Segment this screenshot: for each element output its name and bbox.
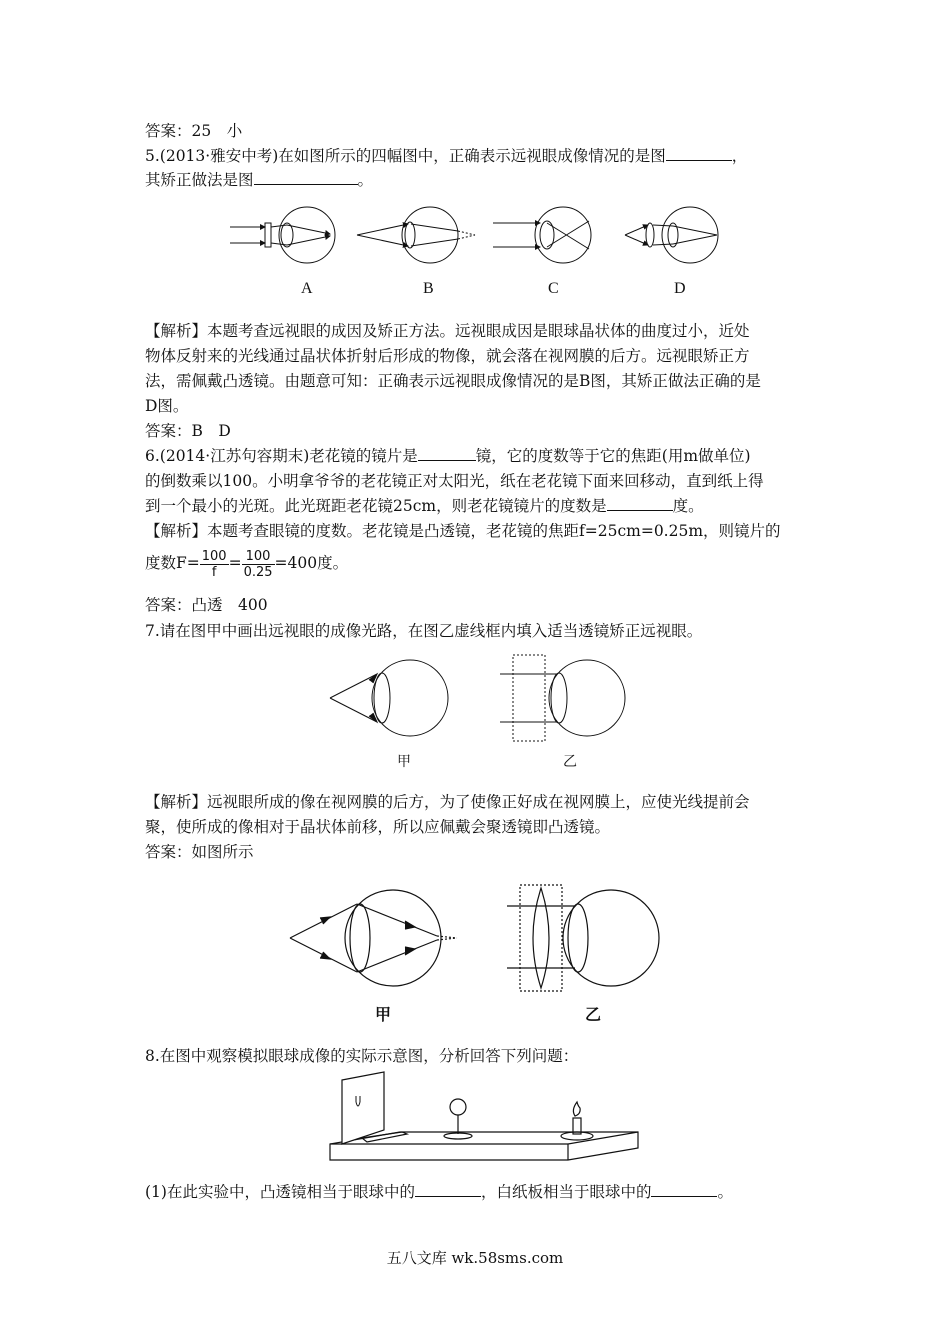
q6-analysis-1: 【解析】本题考查眼镜的度数。老花镜是凸透镜，老花镜的焦距f=25cm=0.25m，则镜片的 [145,522,781,540]
q7-answer-diagrams [285,880,665,1030]
q6-blank-2 [607,496,673,511]
q5-blank-1 [666,146,732,161]
q7-label-jia: 甲 [397,755,411,770]
q7-label-yi: 乙 [563,755,577,770]
q5-text-2-end: 。 [357,171,374,189]
frac2-denominator: 0.25 [243,564,273,580]
q6-blank-1 [418,446,476,461]
fig-label-c: C [548,280,559,297]
eye-d-diagram [625,207,718,263]
q6-equals: = [228,554,242,572]
q5-analysis-line-4: D图。 [145,397,189,415]
page-footer: 五八文库 wk.58sms.com [386,1249,564,1267]
q6-formula-prefix: 度数F= [145,554,200,572]
q6-text-3: 到一个最小的光斑。此光斑距老花镜25cm，则老花镜镜片的度数是 [145,497,607,515]
q6-answer: 答案：凸透 400 [145,596,268,614]
q6-text-1a: 6.(2014·江苏句容期末)老花镜的镜片是 [145,447,418,465]
q7-analysis-line-2: 聚，使所成的像相对于晶状体前移，所以应佩戴会聚透镜即凸透镜。 [145,818,611,836]
q5-eye-diagrams [225,205,735,300]
frac1-numerator: 100 [201,548,227,564]
q5-analysis-line-1: 【解析】本题考查远视眼的成因及矫正方法。远视眼成因是眼球晶状体的曲度过小，近处 [145,322,750,340]
q5-answer: 答案：B D [145,422,231,440]
q8-sub1-end: 。 [717,1183,733,1201]
q8-sub1-text-a: (1)在此实验中，凸透镜相当于眼球中的 [145,1183,415,1201]
q8-blank-1 [415,1182,481,1197]
q6-text-3-end: 度。 [672,497,704,515]
q7-line1: 7.请在图甲中画出远视眼的成像光路，在图乙虚线框内填入适当透镜矫正远视眼。 [145,622,703,640]
q5-line2 [145,169,373,191]
q5-text: 5.(2013·雅安中考)在如图所示的四幅图中，正确表示远视眼成像情况的是图 [145,147,666,165]
frac2-numerator: 100 [242,549,275,565]
fraction-100-over-f [200,549,229,580]
q7-question-diagrams [325,650,635,775]
q5-analysis-line-2: 物体反射来的光线通过晶状体折射后形成的物像，就会落在视网膜的后方。远视眼矫正方 [145,347,750,365]
eye-c-diagram [493,207,591,263]
fig-label-d: D [674,280,686,297]
q7-analysis-line-1: 【解析】远视眼所成的像在视网膜的后方，为了使像正好成在视网膜上，应使光线提前会 [145,793,750,811]
q6-text-1b: 镜，它的度数等于它的焦距(用m做单位) [475,447,751,465]
q5-line1 [145,145,747,167]
frac1-denominator: f [211,564,217,580]
q8-sub1 [145,1181,733,1203]
q6-formula-result: =400度。 [274,554,349,572]
q7-answer: 答案：如图所示 [145,843,254,861]
fraction-100-over-025 [242,549,275,580]
answer-4: 答案：25 小 [145,122,243,140]
q7-answer-label-jia: 甲 [375,1007,392,1024]
q8-sub1-text-b: ，白纸板相当于眼球中的 [480,1183,652,1201]
q6-line3 [145,495,704,517]
q8-line1: 8.在图中观察模拟眼球成像的实际示意图，分析回答下列问题： [145,1047,579,1065]
fig-label-a: A [301,280,313,297]
q7-answer-label-yi: 乙 [585,1007,602,1024]
eye-b-diagram [357,207,475,263]
eye-a-diagram [230,207,335,263]
fig-label-b: B [423,280,434,297]
q5-analysis-line-3: 法，需佩戴凸透镜。由题意可知：正确表示远视眼成像情况的是B图，其矫正做法正确的是 [145,372,761,390]
q5-text-end: ， [731,147,748,165]
q6-analysis-2 [145,548,348,580]
q5-blank-2 [254,170,358,185]
q8-blank-2 [651,1182,717,1197]
q8-experiment-diagram [322,1070,642,1170]
q5-text-2: 其矫正做法是图 [145,171,254,189]
q6-line2: 的倒数乘以100。小明拿爷爷的老花镜正对太阳光，纸在老花镜下面来回移动，直到纸上得 [145,472,764,490]
q6-line1 [145,445,751,467]
